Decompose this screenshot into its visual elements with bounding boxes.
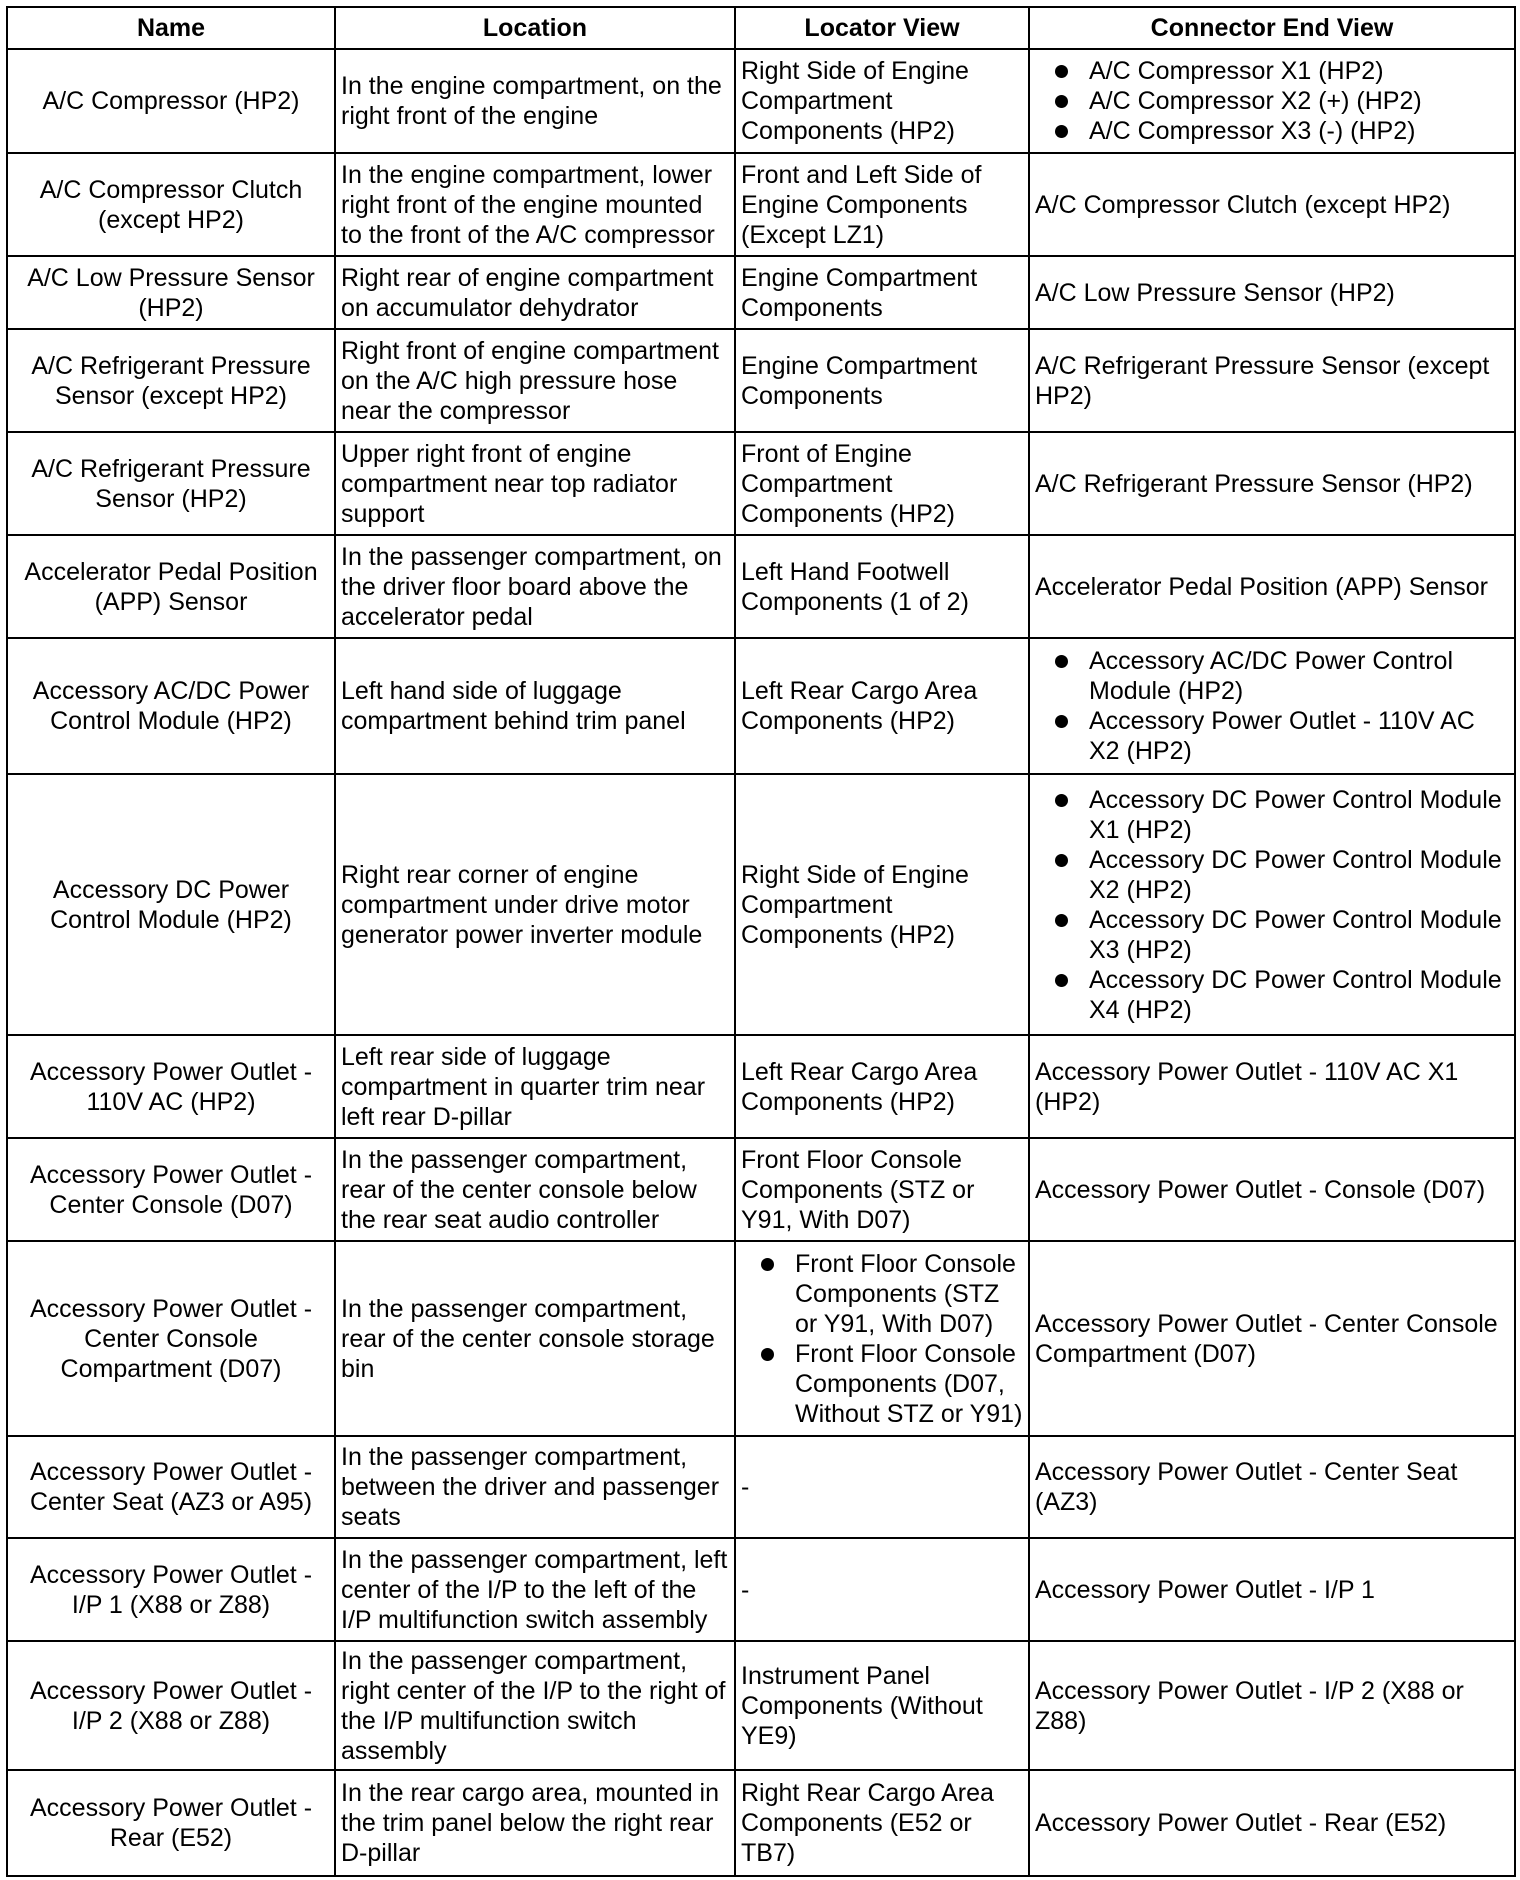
component-location: Right rear corner of engine compartment under drive motor generator power inverter module	[335, 774, 735, 1035]
bullet-item	[1035, 965, 1509, 1025]
connector-view-link[interactable]: Accessory Power Outlet - Center Console Compartment (D07)	[1035, 1309, 1498, 1368]
connector-view-link[interactable]: A/C Refrigerant Pressure Sensor (HP2)	[1035, 469, 1473, 498]
connector-end-view-cell	[1029, 1436, 1515, 1538]
connector-end-view-cell	[1029, 774, 1515, 1035]
connector-view-link[interactable]: Accessory Power Outlet - Rear (E52)	[1035, 1809, 1447, 1837]
connector-end-view-cell	[1029, 1641, 1515, 1770]
connector-view-link[interactable]: A/C Refrigerant Pressure Sensor (except HP2)	[1035, 351, 1490, 410]
connector-end-view-cell	[1029, 1770, 1515, 1876]
component-location: In the engine compartment, on the right front of the engine	[335, 49, 735, 153]
connector-end-view-cell	[1029, 432, 1515, 535]
connector-view-link[interactable]: A/C Low Pressure Sensor (HP2)	[1035, 278, 1395, 307]
locator-view-cell	[735, 256, 1029, 329]
locator-view-cell	[735, 535, 1029, 638]
connector-end-view-cell	[1029, 153, 1515, 256]
connector-end-view-cell	[1029, 638, 1515, 774]
locator-view-link[interactable]: Right Side of Engine Compartment Components (HP2)	[741, 57, 969, 145]
locator-view-cell	[735, 1241, 1029, 1436]
connector-view-link[interactable]: Accessory Power Outlet - Console (D07)	[1035, 1175, 1486, 1204]
bullet-item	[1035, 706, 1509, 766]
component-location: Left hand side of luggage compartment behind trim panel	[335, 638, 735, 774]
table-row	[7, 1641, 1515, 1770]
locator-view-cell	[735, 638, 1029, 774]
component-location: Right rear of engine compartment on accumulator dehydrator	[335, 256, 735, 329]
locator-view-cell	[735, 1770, 1029, 1876]
bullet-icon	[1055, 655, 1068, 668]
connector-view-link[interactable]: Accessory Power Outlet - I/P 2 (X88 or Z88)	[1035, 1676, 1464, 1735]
component-location: Right front of engine compartment on the A/C high pressure hose near the compressor	[335, 329, 735, 432]
table-row	[7, 329, 1515, 432]
locator-view-link[interactable]: Left Rear Cargo Area Components (HP2)	[741, 1057, 978, 1116]
connector-view-link[interactable]: Accessory Power Outlet - I/P 1	[1035, 1575, 1375, 1604]
connector-view-link[interactable]: A/C Compressor X2 (+) (HP2)	[1089, 87, 1422, 115]
locator-view-cell	[735, 1138, 1029, 1241]
table-body	[7, 49, 1515, 1876]
connector-end-view-cell	[1029, 1538, 1515, 1641]
component-name: A/C Low Pressure Sensor (HP2)	[7, 256, 335, 329]
component-location: Left rear side of luggage compartment in quarter trim near left rear D-pillar	[335, 1035, 735, 1138]
locator-view-link[interactable]: Front of Engine Compartment Components (HP2)	[741, 439, 955, 528]
connector-view-link[interactable]: Accessory DC Power Control Module X3 (HP2)	[1089, 905, 1502, 964]
locator-view-cell	[735, 1538, 1029, 1641]
bullet-icon	[761, 1348, 774, 1361]
connector-end-view-cell	[1029, 256, 1515, 329]
component-name: A/C Compressor (HP2)	[7, 49, 335, 153]
component-name: Accessory Power Outlet - Center Seat (AZ3 or A95)	[7, 1436, 335, 1538]
bullet-list	[1035, 646, 1509, 766]
bullet-item	[1035, 646, 1509, 706]
connector-end-view-cell	[1029, 1035, 1515, 1138]
bullet-icon	[1055, 854, 1068, 867]
table-row	[7, 1241, 1515, 1436]
locator-view-cell	[735, 1641, 1029, 1770]
bullet-icon	[1055, 974, 1068, 987]
connector-view-link[interactable]: Accessory AC/DC Power Control Module (HP2)	[1089, 647, 1454, 705]
connector-end-view-cell	[1029, 1138, 1515, 1241]
bullet-item	[1035, 86, 1509, 116]
locator-view-link[interactable]: Left Rear Cargo Area Components (HP2)	[741, 677, 978, 735]
bullet-icon	[1055, 794, 1068, 807]
bullet-item	[1035, 56, 1509, 86]
header-location: Location	[335, 7, 735, 49]
locator-view-cell	[735, 774, 1029, 1035]
connector-end-view-cell	[1029, 49, 1515, 153]
locator-view-cell	[735, 49, 1029, 153]
locator-view-link[interactable]: Front and Left Side of Engine Components (Except LZ1)	[741, 160, 982, 249]
component-location: Upper right front of engine compartment near top radiator support	[335, 432, 735, 535]
locator-view-link[interactable]: Front Floor Console Components (STZ or Y91, With D07)	[795, 1249, 1016, 1338]
locator-view-link[interactable]: Left Hand Footwell Components (1 of 2)	[741, 557, 969, 616]
locator-view-link[interactable]: Front Floor Console Components (D07, Without STZ or Y91)	[795, 1339, 1023, 1428]
component-location: In the passenger compartment, rear of the center console below the rear seat audio controller	[335, 1138, 735, 1241]
table-row	[7, 774, 1515, 1035]
locator-view-link[interactable]: Engine Compartment Components	[741, 263, 978, 322]
connector-end-view-cell	[1029, 1241, 1515, 1436]
locator-view-cell	[735, 153, 1029, 256]
component-name: Accessory DC Power Control Module (HP2)	[7, 774, 335, 1035]
table-row	[7, 1538, 1515, 1641]
header-name: Name	[7, 7, 335, 49]
locator-view-cell	[735, 432, 1029, 535]
table-row	[7, 638, 1515, 774]
bullet-icon	[1055, 95, 1068, 108]
connector-view-link[interactable]: A/C Compressor Clutch (except HP2)	[1035, 190, 1451, 219]
connector-view-link[interactable]: Accessory Power Outlet - 110V AC X1 (HP2)	[1035, 1057, 1459, 1116]
bullet-item	[741, 1339, 1023, 1429]
component-name: A/C Refrigerant Pressure Sensor (except HP2)	[7, 329, 335, 432]
table-row	[7, 1035, 1515, 1138]
component-location: In the passenger compartment, on the driver floor board above the accelerator pedal	[335, 535, 735, 638]
bullet-item	[741, 1249, 1023, 1339]
component-name: Accessory Power Outlet - I/P 2 (X88 or Z88)	[7, 1641, 335, 1770]
bullet-icon	[1055, 65, 1068, 78]
bullet-item	[1035, 116, 1509, 146]
locator-view-cell	[735, 1035, 1029, 1138]
bullet-icon	[1055, 125, 1068, 138]
connector-end-view-cell	[1029, 329, 1515, 432]
component-name: A/C Refrigerant Pressure Sensor (HP2)	[7, 432, 335, 535]
locator-view-link[interactable]: Front Floor Console Components (STZ or Y91, With D07)	[741, 1145, 975, 1234]
component-name: Accessory Power Outlet - I/P 1 (X88 or Z88)	[7, 1538, 335, 1641]
bullet-item	[1035, 845, 1509, 905]
bullet-item	[1035, 905, 1509, 965]
connector-end-view-cell	[1029, 535, 1515, 638]
component-location: In the rear cargo area, mounted in the trim panel below the right rear D-pillar	[335, 1770, 735, 1876]
empty-value: -	[741, 1473, 750, 1501]
connector-view-link[interactable]: A/C Compressor X3 (-) (HP2)	[1089, 117, 1416, 145]
bullet-item	[1035, 785, 1509, 845]
component-name: Accessory AC/DC Power Control Module (HP2)	[7, 638, 335, 774]
component-location: In the passenger compartment, right center of the I/P to the right of the I/P multifunction switch assembly	[335, 1641, 735, 1770]
connector-view-link[interactable]: Accessory Power Outlet - 110V AC X2 (HP2)	[1089, 707, 1475, 765]
component-location: In the passenger compartment, rear of the center console storage bin	[335, 1241, 735, 1436]
component-name: Accelerator Pedal Position (APP) Sensor	[7, 535, 335, 638]
bullet-list	[1035, 785, 1509, 1025]
bullet-icon	[761, 1258, 774, 1271]
bullet-list	[741, 1249, 1023, 1429]
connector-view-link[interactable]: A/C Compressor X1 (HP2)	[1089, 57, 1384, 85]
component-name: Accessory Power Outlet - Center Console (D07)	[7, 1138, 335, 1241]
bullet-icon	[1055, 914, 1068, 927]
table-row	[7, 49, 1515, 153]
locator-view-link[interactable]: Engine Compartment Components	[741, 351, 978, 410]
table-row	[7, 535, 1515, 638]
component-location: In the passenger compartment, left center of the I/P to the left of the I/P multifunction switch assembly	[335, 1538, 735, 1641]
table-row	[7, 153, 1515, 256]
component-locator-table	[6, 6, 1516, 1877]
table-row	[7, 1138, 1515, 1241]
bullet-icon	[1055, 715, 1068, 728]
table-row	[7, 1770, 1515, 1876]
header-connector-end-view: Connector End View	[1029, 7, 1515, 49]
table-row	[7, 432, 1515, 535]
component-location: In the passenger compartment, between the driver and passenger seats	[335, 1436, 735, 1538]
connector-view-link[interactable]: Accelerator Pedal Position (APP) Sensor	[1035, 572, 1488, 601]
connector-view-link[interactable]: Accessory DC Power Control Module X4 (HP2)	[1089, 965, 1502, 1024]
component-name: Accessory Power Outlet - Center Console Compartment (D07)	[7, 1241, 335, 1436]
connector-view-link[interactable]: Accessory Power Outlet - Center Seat (AZ3)	[1035, 1458, 1458, 1516]
component-name: A/C Compressor Clutch (except HP2)	[7, 153, 335, 256]
locator-view-link[interactable]: Right Rear Cargo Area Components (E52 or TB7)	[741, 1779, 994, 1867]
connector-view-link[interactable]: Accessory DC Power Control Module X2 (HP2)	[1089, 845, 1502, 904]
component-location: In the engine compartment, lower right front of the engine mounted to the front of the A/C compressor	[335, 153, 735, 256]
locator-view-cell	[735, 1436, 1029, 1538]
header-locator-view: Locator View	[735, 7, 1029, 49]
locator-view-cell	[735, 329, 1029, 432]
header-row	[7, 7, 1515, 49]
component-name: Accessory Power Outlet - 110V AC (HP2)	[7, 1035, 335, 1138]
locator-view-link[interactable]: Instrument Panel Components (Without YE9)	[741, 1661, 983, 1750]
component-name: Accessory Power Outlet - Rear (E52)	[7, 1770, 335, 1876]
empty-value: -	[741, 1575, 750, 1604]
table-row	[7, 256, 1515, 329]
table-row	[7, 1436, 1515, 1538]
locator-view-link[interactable]: Right Side of Engine Compartment Components (HP2)	[741, 860, 969, 949]
connector-view-link[interactable]: Accessory DC Power Control Module X1 (HP2)	[1089, 785, 1502, 844]
bullet-list	[1035, 56, 1509, 146]
